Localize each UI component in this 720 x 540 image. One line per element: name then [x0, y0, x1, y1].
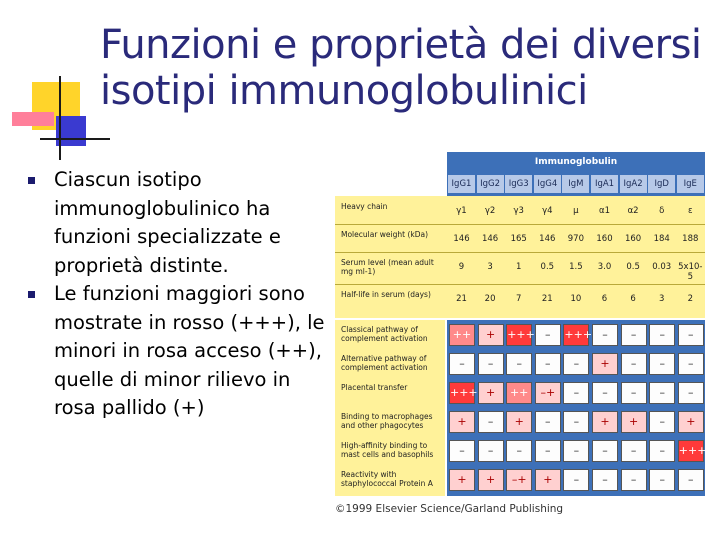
function-label: Binding to macrophages and other phagocytes: [341, 412, 433, 430]
row-divider: [335, 284, 705, 285]
function-cell: –: [649, 353, 675, 375]
property-value: δ: [659, 206, 665, 216]
table-header: Immunoglobulin: [447, 152, 705, 172]
function-cell: –: [621, 353, 647, 375]
property-label: Molecular weight (kDa): [341, 230, 429, 239]
function-cell: –: [563, 411, 589, 433]
property-value: ε: [687, 206, 693, 216]
function-cell: –: [649, 469, 675, 491]
function-cell: –: [563, 382, 589, 404]
function-cell: –: [621, 469, 647, 491]
function-cell: –: [449, 440, 475, 462]
immunoglobulin-table-figure: [335, 152, 705, 498]
property-value: γ1: [456, 206, 467, 216]
property-value: 21: [456, 294, 467, 304]
property-value: γ4: [542, 206, 553, 216]
function-cell: –: [649, 440, 675, 462]
function-cell: –: [621, 382, 647, 404]
isotype-header: IgD: [648, 175, 675, 193]
logo-vertical-line: [59, 76, 61, 160]
function-cell: –: [678, 353, 704, 375]
isotype-header-row: [447, 172, 705, 196]
function-cell: +: [449, 411, 475, 433]
property-label: Half-life in serum (days): [341, 290, 431, 299]
function-cell: –: [678, 469, 704, 491]
square-bullet-icon: [28, 291, 35, 298]
function-cell: –: [478, 440, 504, 462]
function-cell: +: [592, 353, 618, 375]
function-label-column: [335, 320, 445, 496]
function-grid: [447, 320, 705, 496]
property-value: 160: [596, 234, 613, 244]
function-cell: –: [649, 324, 675, 346]
isotype-header: IgG2: [477, 175, 504, 193]
property-section: [335, 196, 705, 318]
logo-horizontal-line: [40, 138, 110, 140]
property-value: 165: [510, 234, 527, 244]
function-cell: –: [506, 440, 532, 462]
isotype-header: IgG4: [534, 175, 561, 193]
function-cell: +: [506, 411, 532, 433]
function-cell: +++: [563, 324, 589, 346]
property-value: 160: [624, 234, 642, 244]
row-divider: [335, 224, 705, 225]
row-divider: [335, 252, 705, 253]
function-cell: –: [535, 440, 561, 462]
function-cell: –: [649, 382, 675, 404]
property-value: γ3: [513, 206, 524, 216]
function-cell: +: [621, 411, 647, 433]
isotype-header: IgG3: [505, 175, 532, 193]
function-cell: –: [649, 411, 675, 433]
isotype-header: IgA1: [591, 175, 618, 193]
function-cell: –: [621, 324, 647, 346]
isotype-header: IgM: [562, 175, 589, 193]
function-label: Reactivity with staphylococcal Protein A: [341, 470, 433, 488]
function-cell: –: [449, 353, 475, 375]
bullet-item: [28, 166, 328, 280]
function-cell: +: [478, 324, 504, 346]
property-label: Serum level (mean adult mg ml-1): [341, 258, 434, 276]
function-cell: +: [478, 382, 504, 404]
function-cell: –: [506, 353, 532, 375]
property-value: 146: [453, 234, 470, 244]
function-cell: –: [563, 469, 589, 491]
function-label: Alternative pathway of complement activation: [341, 354, 428, 372]
function-cell: +++: [678, 440, 704, 462]
function-label: Classical pathway of complement activation: [341, 325, 428, 343]
function-cell: –: [592, 382, 618, 404]
function-cell: –: [592, 324, 618, 346]
function-label: Placental transfer: [341, 383, 408, 392]
function-cell: +: [535, 469, 561, 491]
property-value: 184: [653, 234, 670, 244]
property-value: 6: [630, 294, 636, 304]
property-value: 0.5: [626, 262, 640, 272]
isotype-header: IgG1: [448, 175, 475, 193]
function-cell: –: [592, 469, 618, 491]
property-value: 5x10-5: [678, 262, 703, 282]
function-cell: –: [563, 353, 589, 375]
property-value: 970: [567, 234, 584, 244]
property-value: 146: [539, 234, 556, 244]
function-cell: +: [478, 469, 504, 491]
isotype-header: IgE: [677, 175, 704, 193]
bullet-list: [28, 166, 328, 423]
property-value: 3.0: [597, 262, 612, 272]
function-cell: –: [535, 411, 561, 433]
function-cell: +: [678, 411, 704, 433]
function-cell: +: [449, 469, 475, 491]
bullet-item: [28, 280, 328, 423]
function-cell: –+: [535, 382, 561, 404]
function-cell: –: [478, 411, 504, 433]
property-value: 2: [687, 294, 693, 304]
square-bullet-icon: [28, 177, 35, 184]
bullet-text: Ciascun isotipo immunoglobulinico ha funzioni specializzate e proprietà distinte.: [54, 168, 281, 277]
function-cell: –: [478, 353, 504, 375]
property-value: α1: [598, 206, 610, 216]
property-value: 1: [515, 262, 522, 272]
function-cell: +++: [449, 382, 475, 404]
property-value: μ: [573, 206, 579, 216]
function-cell: +++: [506, 324, 532, 346]
property-label: Heavy chain: [341, 202, 388, 211]
property-value: 20: [484, 294, 496, 304]
function-cell: –: [563, 440, 589, 462]
function-cell: ++: [506, 382, 532, 404]
function-cell: +: [592, 411, 618, 433]
function-cell: –+: [506, 469, 532, 491]
property-value: 6: [601, 294, 608, 304]
function-cell: –: [535, 353, 561, 375]
property-value: 9: [458, 262, 465, 272]
function-cell: –: [621, 440, 647, 462]
function-cell: –: [678, 382, 704, 404]
property-value: 146: [481, 234, 499, 244]
property-value: γ2: [484, 206, 496, 216]
function-cell: –: [678, 324, 704, 346]
property-value: 10: [570, 294, 582, 304]
bullet-text: Le funzioni maggiori sono mostrate in rosso (+++), le minori in rosa acceso (++), quelle di minor rilievo in rosa pallido (+): [54, 282, 325, 419]
slide-title: Funzioni e proprietà dei diversi isotipi immunoglobulinici: [100, 22, 702, 114]
property-value: 0.03: [652, 262, 672, 272]
property-value: 1.5: [569, 262, 583, 272]
function-cell: ++: [449, 324, 475, 346]
function-cell: –: [592, 440, 618, 462]
property-value: 0.5: [540, 262, 555, 272]
property-value: 3: [487, 262, 493, 272]
logo-pink-bar: [12, 112, 54, 126]
isotype-header: IgA2: [620, 175, 647, 193]
property-value: 7: [515, 294, 522, 304]
property-value: 21: [541, 294, 553, 304]
property-value: 3: [658, 294, 665, 304]
property-value: α2: [627, 206, 639, 216]
figure-credit: ©1999 Elsevier Science/Garland Publishing: [335, 503, 564, 515]
property-value: 188: [682, 234, 699, 244]
function-label: High-affinity binding to mast cells and basophils: [341, 441, 434, 459]
function-cell: –: [535, 324, 561, 346]
